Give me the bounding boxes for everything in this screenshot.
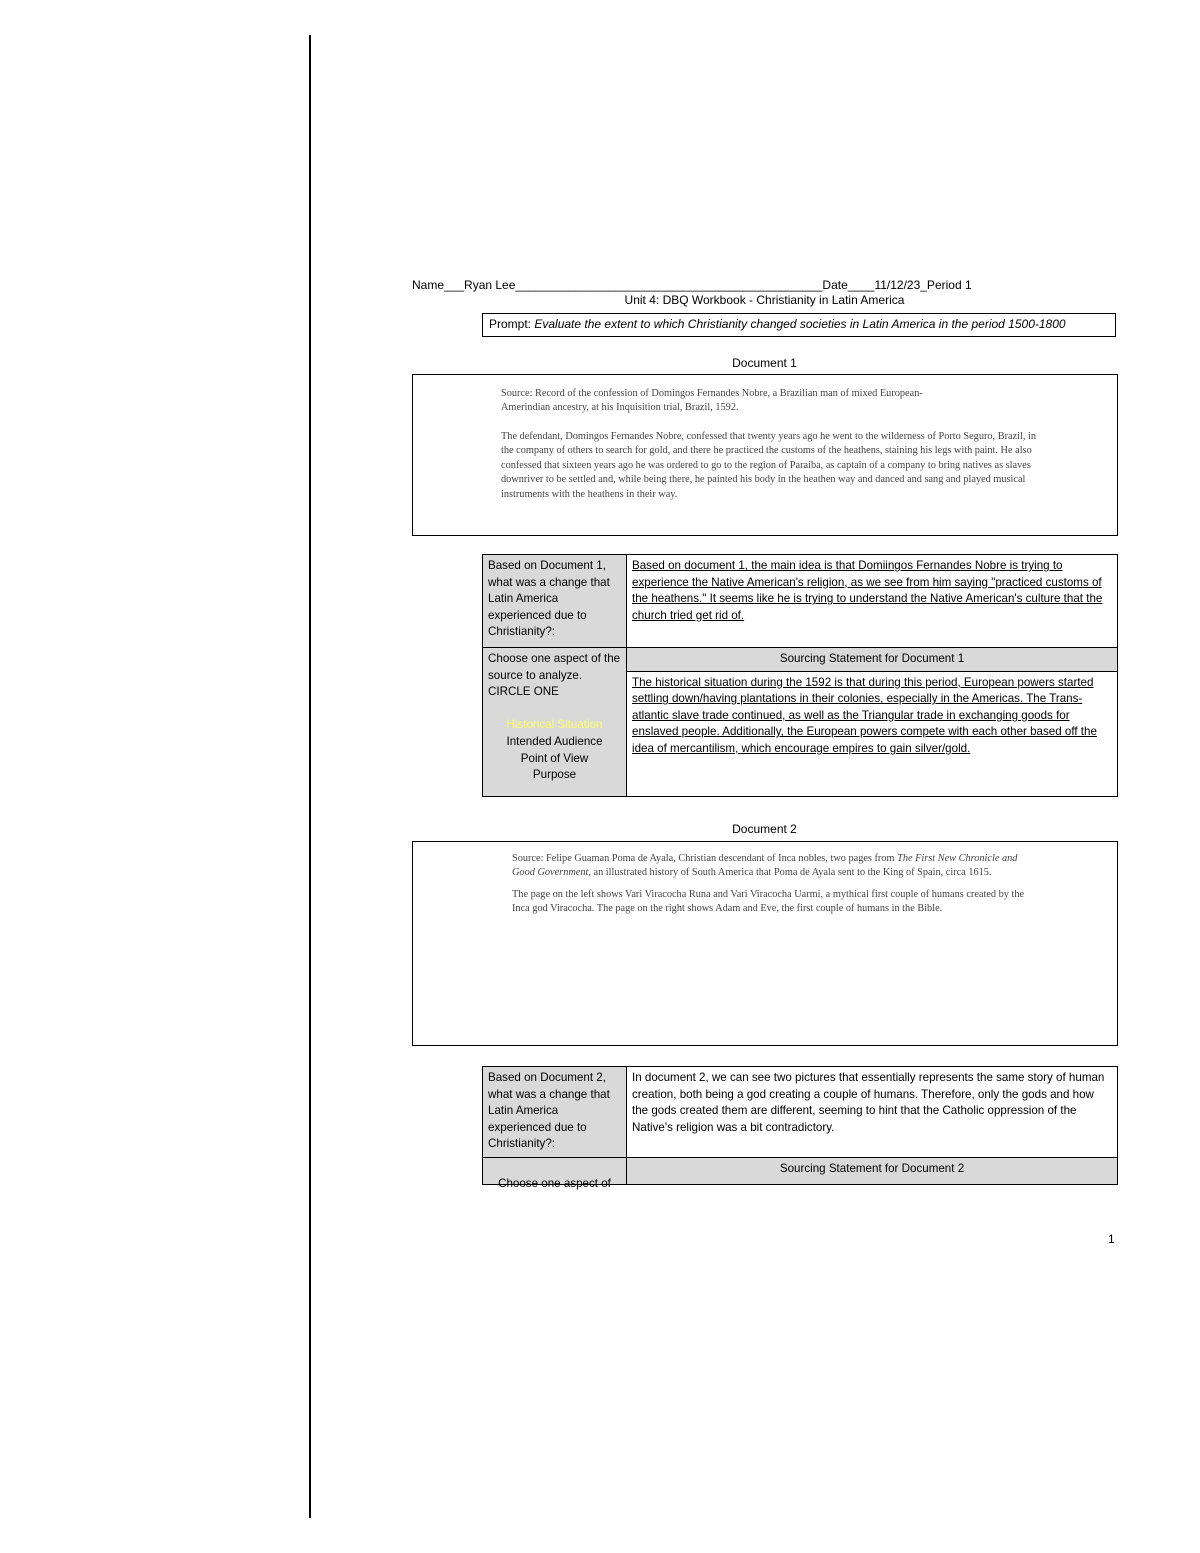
document-1-analysis-table xyxy=(482,554,1118,797)
document-2-aspect-cell xyxy=(483,1158,627,1190)
document-2-body: The page on the left shows Vari Viracocha Runa and Vari Viracocha Uarmi, a mythical first couple of humans created by the Inca god Viracocha. The page on the right shows Adam and Eve, the first couple of humans in the Bible. xyxy=(512,889,1025,914)
document-1-sourcing-answer[interactable]: The historical situation during the 1592 is that during this period, European powers started settling down/having plantations in their colonies, especially in the Americas. The Trans-atlantic slave trade continued, as well as the Triangular trade in exchanging goods for enslaved people. Additionally, the European powers compete with each other based off the idea of mercantilism, which encourage empires to gain silver/gold. xyxy=(627,671,1118,796)
document-1-source-box xyxy=(412,374,1118,536)
document-1-question: Based on Document 1, what was a change that Latin America experienced due to Christianity?: xyxy=(483,555,627,648)
document-1-body-wrap xyxy=(501,430,1036,511)
option-intended-audience[interactable]: Intended Audience xyxy=(506,734,603,748)
document-2-answer[interactable]: In document 2, we can see two pictures that essentially represents the same story of human creation, both being a god creating a couple of humans. Therefore, only the gods and how the gods created them are different, seeming to hint that the Catholic oppression of the Native's religion was a bit contradictory. xyxy=(627,1067,1118,1158)
page-number: 1 xyxy=(1108,1232,1115,1246)
table-row xyxy=(483,1067,1118,1158)
prompt-label: Prompt: xyxy=(489,317,532,331)
document-2-sourcing-header: Sourcing Statement for Document 2 xyxy=(627,1158,1118,1185)
document-2-analysis-table xyxy=(482,1066,1118,1190)
document-2-source-prefix: Source: Felipe Guaman Poma de Ayala, Christian descendant of Inca nobles, two pages from xyxy=(512,853,898,864)
prompt-box xyxy=(482,313,1116,337)
document-2-source-title: The First New Chronicle and Good Government xyxy=(512,853,1018,878)
document-2-aspect-partial: Choose one aspect of xyxy=(498,1177,611,1190)
workbook-title: Unit 4: DBQ Workbook - Christianity in Latin America xyxy=(624,293,905,307)
aspect-options-cell xyxy=(483,648,627,797)
table-row xyxy=(483,1158,1118,1185)
document-2-label: Document 2 xyxy=(732,822,797,836)
option-historical-situation[interactable]: Historical Situation xyxy=(506,718,603,732)
document-2-source-box xyxy=(412,841,1118,1046)
document-1-label: Document 1 xyxy=(732,356,797,370)
option-point-of-view[interactable]: Point of View xyxy=(520,751,589,765)
table-row xyxy=(483,555,1118,648)
name-date-line: Name___Ryan Lee______________________________________________Date____11/12/23_Period 1 xyxy=(412,278,972,292)
option-purpose[interactable]: Purpose xyxy=(532,768,577,782)
document-2-source-text xyxy=(512,852,1027,924)
prompt-text: Evaluate the extent to which Christianity changed societies in Latin America in the period 1500-1800 xyxy=(534,317,1066,331)
table-row xyxy=(483,648,1118,672)
aspect-options-title: Choose one aspect of the source to analyze. CIRCLE ONE xyxy=(488,652,621,699)
document-1-source-citation: Source: Record of the confession of Domingos Fernandes Nobre, a Brazilian man of mixed European-Amerindian ancestry, at his Inquisition trial, Brazil, 1592. xyxy=(501,388,923,414)
document-1-body: The defendant, Domingos Fernandes Nobre, confessed that twenty years ago he went to the wilderness of Porto Seguro, Brazil, in the company of others to search for gold, and there he practiced the customs of the heathens, staining his legs with paint. He also confessed that sixteen years ago he was ordered to go to the region of Paraíba, as captain of a company to bring natives as slaves downriver to be settled and, while being there, he painted his body in the heathen way and danced and sang and played musical instruments with the heathens in their way. xyxy=(501,431,1037,500)
left-margin-line xyxy=(309,35,311,1518)
document-1-answer[interactable]: Based on document 1, the main idea is that Domiingos Fernandes Nobre is trying to experience the Native American's religion, as we see from him saying "practiced customs of the heathens." It seems like he is trying to understand the Native American's culture that the church tried get rid of. xyxy=(627,555,1118,648)
document-1-source-text xyxy=(501,387,951,425)
document-1-sourcing-header: Sourcing Statement for Document 1 xyxy=(627,648,1118,672)
document-2-question: Based on Document 2, what was a change that Latin America experienced due to Christianity?: xyxy=(483,1067,627,1158)
document-2-source-suffix: , an illustrated history of South America that Poma de Ayala sent to the King of Spain, circa 1615. xyxy=(588,866,992,878)
